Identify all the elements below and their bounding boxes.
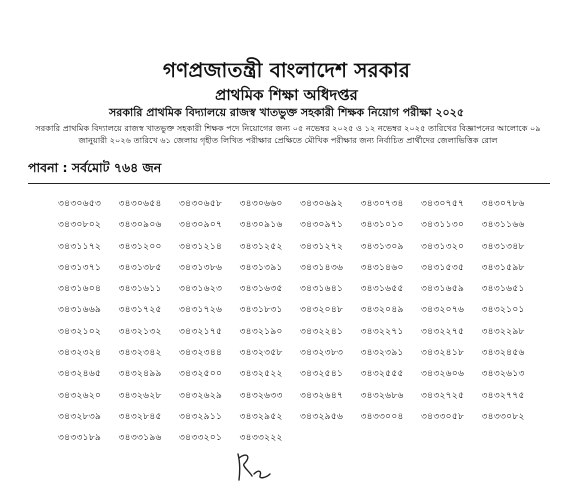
roll-number: ৩৪৩০৭৫৭ xyxy=(421,198,465,209)
roll-number: ৩৪৩১৬৫১ xyxy=(481,283,525,295)
roll-number: ৩৪৩২৩২৪ xyxy=(58,347,102,359)
roll-number: ৩৪৩১২৭২ xyxy=(300,240,344,252)
roll-number: ৩৪৩১৩০৯ xyxy=(360,240,404,252)
roll-number: ৩৪৩২৮৪৫ xyxy=(118,410,162,422)
roll-number: ৩৪৩০৬৯২ xyxy=(300,198,344,209)
roll-number: ৩৪৩২২৪১ xyxy=(300,325,344,337)
roll-number: ৩৪৩২২৯৮ xyxy=(481,325,525,337)
roll-number: ৩৪৩১০১০ xyxy=(360,219,404,231)
roll-number: ৩৪৩১৩৪৮ xyxy=(481,240,525,252)
roll-number: ৩৪৩০৯০৬ xyxy=(118,219,162,231)
roll-number: ৩৪৩০৬৫৪ xyxy=(118,198,162,209)
roll-number: ৩৪৩১৬৩৫ xyxy=(239,283,283,295)
roll-number: ৩৪৩২৫২২ xyxy=(239,368,283,380)
roll-number: ৩৪৩২৪৯৯ xyxy=(118,368,162,380)
roll-number: ৩৪৩২১৯০ xyxy=(239,325,283,337)
roll-number: ৩৪৩২৭২৫ xyxy=(421,389,465,401)
roll-number: ৩৪৩৩০৫৮ xyxy=(421,410,465,422)
roll-number: ৩৪৩০৯০৭ xyxy=(179,219,223,231)
roll-number: ৩৪৩১৪৩৬ xyxy=(300,261,344,273)
roll-number: ৩৪৩১৩৮৫ xyxy=(118,261,162,273)
roll-number: ৩৪৩২০৪৮ xyxy=(300,304,344,316)
roll-number: ৩৪৩১৩২০ xyxy=(421,240,465,252)
roll-number: ৩৪৩১৩৯১ xyxy=(239,261,283,273)
department-title: প্রাথমিক শিক্ষা অধিদপ্তর xyxy=(215,86,358,104)
roll-number: ৩৪৩২০৪৯ xyxy=(360,304,404,316)
roll-number: ৩৪৩২৬২০ xyxy=(58,389,102,401)
roll-number: ৩৪৩০৬৫৩ xyxy=(58,198,102,209)
roll-number: ৩৪৩২১৩২ xyxy=(118,325,162,337)
roll-number: ৩৪৩১২০০ xyxy=(118,240,162,252)
roll-number: ৩৪৩২৯১১ xyxy=(179,410,223,422)
roll-number: ৩৪৩২৯৫২ xyxy=(239,410,283,422)
roll-number: ৩৪৩১২৫২ xyxy=(239,240,283,252)
roll-number: ৩৪৩২৩৪৪ xyxy=(179,347,223,359)
exam-title: সরকারি প্রাথমিক বিদ্যালয়ে রাজস্ব খাতভুক্ত সহকারী শিক্ষক নিয়োগ পরীক্ষা ২০২৫ xyxy=(109,106,464,119)
district-heading: পাবনা : সর্বমোট ৭৬৪ জন xyxy=(28,160,162,175)
roll-number: ৩৪৩২৭৭৫ xyxy=(481,389,525,401)
roll-number: ৩৪৩০৯৭১ xyxy=(300,219,344,231)
government-title: গণপ্রজাতন্ত্রী বাংলাদেশ সরকার xyxy=(162,58,411,82)
roll-number: ৩৪৩০৮০২ xyxy=(58,219,102,231)
roll-number: ৩৪৩২৬১৩ xyxy=(481,368,525,380)
roll-number: ৩৪৩১৩৭১ xyxy=(58,261,102,273)
roll-number: ৩৪৩২০৭৬ xyxy=(421,304,465,316)
roll-number: ৩৪৩২১৭৫ xyxy=(179,325,223,337)
roll-number: ৩৪৩৩০৮২ xyxy=(481,410,525,422)
roll-number: ৩৪৩২৬২৮ xyxy=(118,389,162,401)
roll-number: ৩৪৩২৬৮৬ xyxy=(360,389,404,401)
roll-number: ৩৪৩২৮৩৯ xyxy=(58,410,102,422)
roll-number: ৩৪৩৩১৮৯ xyxy=(58,432,102,444)
notice-paragraph: সরকারি প্রাথমিক বিদ্যালয়ে রাজস্ব খাতভুক্ত সহকারী শিক্ষক পদে নিয়োগের জন্য ০৫ নভেম্বর ২০২৫ ও ১২ নভেম্বর ২০২৫ তারিখের বিজ্ঞাপনের আলোকে ০৯ জানুয়ারী ২০২৬ তারিখে ৬১ জেলায় গৃহীত লিখিত পরীক্ষার প্রেক্ষিতে মৌখিক পরীক্ষার জন্য নির্বাচিত প্রার্থীদের জেলাভিত্তিক রোল xyxy=(35,123,541,145)
roll-number: ৩৪৩২৬৩৩ xyxy=(239,389,283,401)
roll-number: ৩৪৩২২৭১ xyxy=(360,325,404,337)
roll-number: ৩৪৩২৩৪২ xyxy=(118,347,162,359)
roll-number: ৩৪৩২৪১৮ xyxy=(421,347,465,359)
roll-number: ৩৪৩২৫৫৫ xyxy=(360,368,404,380)
roll-number: ৩৪৩১২১৪ xyxy=(179,240,223,252)
roll-number: ৩৪৩২৪৬৫ xyxy=(58,368,102,380)
roll-number: ৩৪৩২৬০৬ xyxy=(421,368,465,380)
roll-number: ৩৪৩১৬৫৯ xyxy=(421,283,465,295)
roll-number: ৩৪৩৩০০৪ xyxy=(360,410,404,422)
roll-number: ৩৪৩২৩৫৮ xyxy=(239,347,283,359)
roll-number: ৩৪৩০৬৬০ xyxy=(239,198,283,209)
roll-number: ৩৪৩৩২০১ xyxy=(179,432,223,444)
roll-number: ৩৪৩১৭২৫ xyxy=(118,304,162,316)
roll-number: ৩৪৩০৯১৬ xyxy=(239,219,283,231)
roll-number: ৩৪৩১৫৯৮ xyxy=(481,261,525,273)
roll-number: ৩৪৩২১০১ xyxy=(481,304,525,316)
roll-number: ৩৪৩১৬৬৯ xyxy=(58,304,102,316)
roll-number: ৩৪৩০৬৫৮ xyxy=(179,198,223,209)
roll-number: ৩৪৩১৬২৩ xyxy=(179,283,223,295)
roll-number: ৩৪৩২৫৪১ xyxy=(300,368,344,380)
roll-number: ৩৪৩৩১৯৬ xyxy=(118,432,162,444)
roll-number: ৩৪৩১১৩০ xyxy=(421,219,465,231)
roll-number: ৩৪৩১৬৫৫ xyxy=(360,283,404,295)
signature-mark xyxy=(232,450,276,484)
roll-number-grid xyxy=(58,196,542,452)
roll-number: ৩৪৩২৩৮৩ xyxy=(300,347,344,359)
roll-number: ৩৪৩১৮৩১ xyxy=(239,304,283,316)
roll-number: ৩৪৩১৬৪১ xyxy=(300,283,344,295)
roll-number: ৩৪৩২৩৯১ xyxy=(360,347,404,359)
roll-number: ৩৪৩২১০২ xyxy=(58,325,102,337)
roll-number: ৩৪৩২৪৫৬ xyxy=(481,347,525,359)
roll-number: ৩৪৩২৫০০ xyxy=(179,368,223,380)
roll-number: ৩৪৩২৬২৯ xyxy=(179,389,223,401)
roll-number: ৩৪৩১১৭২ xyxy=(58,240,102,252)
roll-number: ৩৪৩১৫৩৫ xyxy=(421,261,465,273)
roll-number: ৩৪৩০৭৮৬ xyxy=(481,198,525,209)
roll-number: ৩৪৩১৪৬০ xyxy=(360,261,404,273)
roll-number: ৩৪৩১১৬৬ xyxy=(481,219,525,231)
heading-divider xyxy=(28,183,550,184)
roll-number: ৩৪৩১৬০৪ xyxy=(58,283,102,295)
roll-number: ৩৪৩০৭৩৪ xyxy=(360,198,404,209)
roll-number: ৩৪৩২৯৫৬ xyxy=(300,410,344,422)
roll-number: ৩৪৩৩২২২ xyxy=(239,432,283,444)
roll-number: ৩৪৩১৭২৬ xyxy=(179,304,223,316)
roll-number: ৩৪৩১৩৮৬ xyxy=(179,261,223,273)
roll-number: ৩৪৩২৬৪৭ xyxy=(300,389,344,401)
roll-number: ৩৪৩২২৭৫ xyxy=(421,325,465,337)
roll-number: ৩৪৩১৬১১ xyxy=(118,283,162,295)
